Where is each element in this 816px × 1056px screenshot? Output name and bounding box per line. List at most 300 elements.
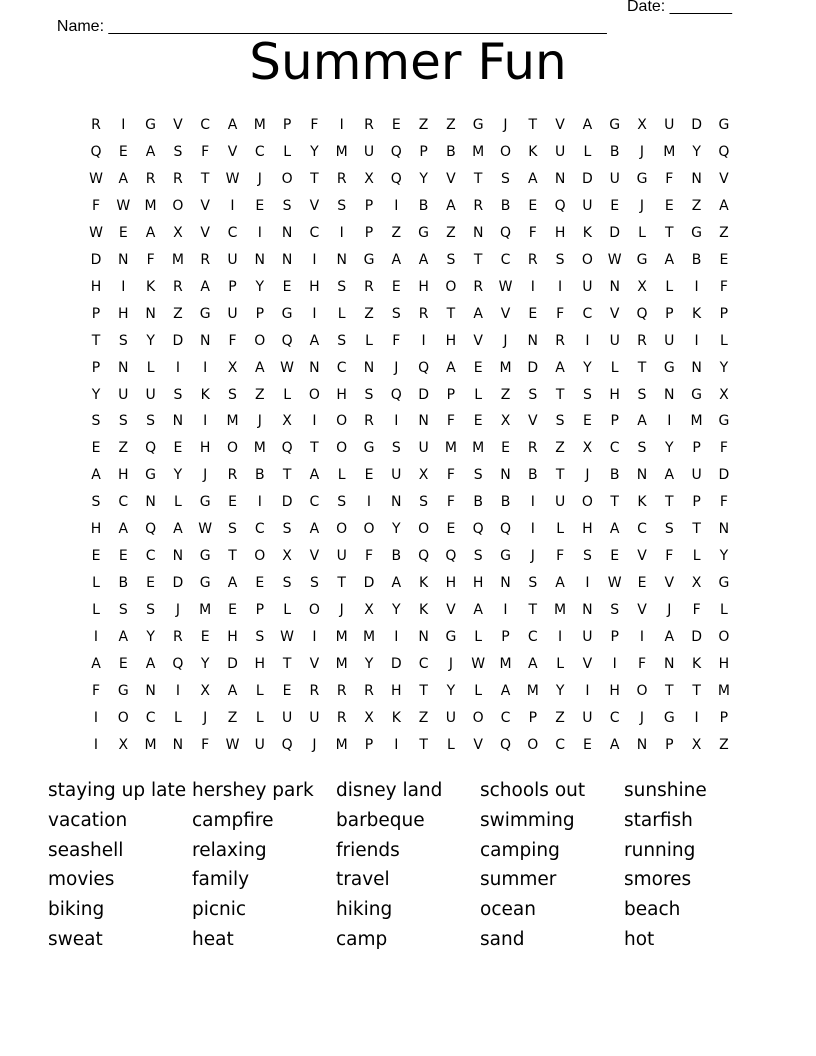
- grid-letter: A: [446, 359, 456, 376]
- grid-letter: L: [173, 494, 182, 511]
- grid-letter: A: [173, 521, 183, 538]
- grid-letter: U: [309, 709, 320, 726]
- grid-letter: O: [308, 602, 320, 619]
- grid-letter: Q: [145, 521, 157, 538]
- grid-letter: N: [718, 521, 730, 538]
- grid-letter: I: [121, 117, 126, 133]
- grid-letter: Z: [418, 709, 429, 726]
- grid-letter: G: [199, 548, 211, 565]
- grid-letter: A: [200, 278, 210, 295]
- grid-letter: V: [446, 602, 456, 619]
- grid-letter: O: [336, 440, 348, 457]
- grid-letter: M: [472, 143, 485, 160]
- grid-letter: Z: [719, 224, 729, 241]
- grid-row: [84, 437, 739, 459]
- grid-letter: N: [145, 305, 156, 322]
- grid-letter: A: [664, 629, 675, 646]
- grid-letter: T: [91, 332, 101, 349]
- grid-letter: P: [692, 440, 701, 457]
- grid-letter: L: [610, 359, 619, 376]
- grid-letter: E: [473, 413, 483, 430]
- grid-letter: O: [254, 548, 266, 565]
- word-list-item: running: [624, 839, 696, 861]
- grid-letter: N: [199, 332, 211, 349]
- grid-letter: T: [419, 682, 428, 699]
- grid-letter: E: [528, 197, 538, 214]
- grid-letter: C: [336, 359, 347, 376]
- grid-letter: M: [472, 440, 485, 457]
- grid-letter: S: [391, 440, 401, 457]
- grid-letter: J: [503, 117, 508, 133]
- grid-letter: R: [309, 682, 320, 699]
- grid-letter: M: [717, 682, 730, 699]
- grid-letter: I: [394, 629, 399, 646]
- grid-letter: D: [582, 170, 593, 187]
- grid-letter: T: [665, 224, 674, 241]
- grid-letter: A: [309, 521, 320, 538]
- grid-letter: L: [365, 332, 373, 349]
- grid-letter: H: [118, 305, 129, 322]
- grid-letter: W: [607, 251, 622, 268]
- grid-letter: C: [309, 494, 320, 511]
- grid-letter: T: [282, 467, 292, 484]
- grid-letter: H: [254, 656, 266, 672]
- grid-letter: A: [555, 359, 565, 376]
- grid-letter: P: [610, 629, 619, 646]
- grid-letter: R: [637, 332, 647, 349]
- grid-letter: B: [691, 251, 702, 268]
- grid-letter: T: [528, 117, 538, 133]
- grid-letter: T: [555, 386, 565, 403]
- grid-letter: F: [228, 332, 237, 349]
- grid-letter: O: [117, 709, 129, 726]
- grid-letter: M: [144, 736, 157, 753]
- grid-letter: O: [418, 521, 430, 538]
- word-list-item: hiking: [336, 899, 393, 921]
- grid-letter: M: [253, 117, 266, 133]
- grid-letter: G: [663, 359, 675, 376]
- grid-letter: L: [474, 682, 483, 699]
- grid-letter: O: [336, 413, 348, 430]
- grid-letter: M: [171, 251, 184, 268]
- grid-letter: N: [118, 359, 129, 376]
- grid-letter: I: [530, 278, 535, 295]
- grid-letter: D: [90, 251, 102, 268]
- grid-letter: H: [90, 278, 102, 295]
- grid-letter: V: [309, 197, 320, 214]
- word-list-item: smores: [624, 869, 692, 891]
- grid-letter: U: [582, 278, 593, 295]
- grid-letter: G: [691, 224, 703, 241]
- grid-letter: D: [609, 224, 621, 241]
- grid-letter: N: [418, 629, 429, 646]
- grid-letter: S: [582, 386, 592, 403]
- grid-letter: I: [639, 629, 645, 646]
- grid-letter: S: [528, 575, 538, 592]
- grid-letter: B: [500, 197, 511, 214]
- grid-letter: E: [528, 305, 538, 322]
- grid-letter: B: [609, 467, 620, 484]
- grid-letter: G: [500, 548, 511, 565]
- grid-letter: L: [255, 709, 264, 726]
- grid-letter: C: [609, 709, 620, 726]
- grid-letter: G: [718, 413, 730, 430]
- grid-letter: F: [446, 494, 455, 511]
- grid-letter: N: [636, 467, 648, 484]
- grid-letter: E: [364, 467, 374, 484]
- grid-letter: N: [554, 170, 566, 187]
- word-list-item: campfire: [192, 809, 274, 831]
- grid-letter: L: [283, 143, 291, 160]
- grid-letter: P: [719, 709, 729, 726]
- grid-letter: B: [391, 548, 402, 565]
- grid-letter: S: [146, 413, 156, 430]
- grid-letter: L: [692, 548, 701, 565]
- grid-letter: V: [637, 548, 647, 565]
- word-list-item: sweat: [48, 929, 103, 950]
- grid-letter: O: [254, 332, 266, 349]
- grid-letter: U: [445, 709, 457, 726]
- grid-letter: Z: [173, 305, 183, 322]
- grid-letter: Z: [391, 224, 402, 241]
- grid-letter: Y: [146, 332, 155, 349]
- grid-letter: A: [309, 332, 320, 349]
- word-list-item: schools out: [480, 780, 586, 801]
- grid-letter: Y: [555, 682, 565, 699]
- grid-letter: I: [312, 413, 317, 430]
- grid-letter: F: [146, 251, 155, 268]
- grid-letter: E: [228, 494, 237, 511]
- grid-letter: I: [394, 197, 399, 214]
- grid-row: [84, 545, 739, 567]
- grid-letter: A: [391, 251, 402, 268]
- grid-letter: H: [418, 278, 429, 295]
- grid-letter: E: [282, 278, 292, 295]
- grid-letter: U: [691, 467, 702, 484]
- grid-letter: R: [91, 117, 101, 133]
- grid-letter: C: [309, 224, 320, 241]
- grid-letter: V: [609, 305, 620, 322]
- grid-letter: P: [228, 278, 237, 295]
- grid-letter: X: [364, 170, 374, 187]
- grid-letter: V: [200, 197, 210, 214]
- name-field[interactable]: Name: ________________________________________________________: [56, 18, 607, 35]
- grid-letter: S: [118, 413, 128, 430]
- grid-letter: R: [227, 467, 238, 484]
- grid-letter: M: [499, 359, 512, 376]
- grid-letter: I: [203, 359, 208, 376]
- grid-letter: D: [691, 629, 702, 646]
- grid-letter: A: [582, 117, 593, 133]
- grid-letter: A: [664, 467, 675, 484]
- grid-letter: X: [637, 278, 647, 295]
- grid-letter: X: [364, 602, 374, 619]
- grid-letter: N: [118, 251, 129, 268]
- grid-letter: G: [117, 682, 129, 699]
- grid-letter: L: [719, 602, 728, 619]
- grid-letter: M: [335, 629, 348, 646]
- grid-letter: T: [419, 736, 428, 753]
- grid-letter: J: [585, 467, 590, 484]
- word-list-item: hershey park: [192, 780, 314, 801]
- grid-letter: E: [118, 656, 128, 672]
- grid-row: [84, 222, 739, 244]
- grid-letter: E: [637, 575, 647, 592]
- grid-row: [84, 626, 739, 648]
- grid-letter: X: [118, 736, 129, 753]
- grid-letter: G: [199, 494, 211, 511]
- grid-letter: Y: [719, 548, 729, 565]
- grid-letter: X: [719, 386, 729, 403]
- grid-letter: S: [419, 494, 429, 511]
- grid-letter: S: [91, 494, 101, 511]
- grid-letter: V: [200, 224, 210, 241]
- grid-letter: I: [312, 251, 317, 268]
- grid-letter: Y: [419, 170, 428, 187]
- grid-letter: V: [500, 305, 511, 322]
- grid-letter: Q: [90, 143, 102, 160]
- grid-letter: S: [555, 251, 565, 268]
- grid-letter: X: [227, 359, 238, 376]
- grid-letter: N: [500, 467, 511, 484]
- grid-letter: N: [418, 413, 429, 430]
- grid-letter: E: [282, 682, 292, 699]
- grid-letter: C: [418, 656, 429, 672]
- grid-letter: Y: [173, 467, 183, 484]
- grid-letter: Q: [499, 521, 512, 538]
- grid-letter: A: [145, 656, 156, 672]
- grid-letter: E: [664, 197, 674, 214]
- word-list-item: starfish: [624, 809, 693, 831]
- grid-letter: L: [255, 682, 264, 699]
- grid-letter: J: [448, 656, 453, 672]
- grid-letter: S: [664, 521, 674, 538]
- date-field[interactable]: Date: _______: [627, 0, 732, 15]
- grid-letter: S: [391, 305, 401, 322]
- grid-letter: K: [692, 656, 702, 672]
- grid-letter: S: [282, 575, 292, 592]
- grid-letter: H: [90, 521, 102, 538]
- grid-letter: C: [527, 629, 538, 646]
- grid-letter: T: [692, 682, 701, 699]
- grid-letter: G: [145, 117, 157, 133]
- grid-letter: G: [363, 440, 375, 457]
- grid-letter: E: [118, 548, 128, 565]
- grid-letter: S: [146, 602, 156, 619]
- grid-letter: J: [257, 413, 262, 430]
- grid-letter: P: [364, 197, 374, 214]
- grid-letter: D: [718, 467, 730, 484]
- grid-letter: N: [309, 359, 320, 376]
- grid-letter: H: [309, 278, 320, 295]
- grid-letter: S: [337, 278, 347, 295]
- grid-letter: V: [555, 117, 565, 133]
- grid-letter: N: [172, 413, 184, 430]
- grid-letter: G: [418, 224, 430, 241]
- grid-letter: L: [665, 278, 674, 295]
- grid-letter: J: [257, 170, 262, 187]
- grid-letter: T: [228, 548, 237, 565]
- grid-letter: P: [91, 305, 101, 322]
- grid-letter: X: [500, 413, 511, 430]
- grid-letter: Q: [281, 736, 293, 753]
- grid-letter: L: [638, 224, 646, 241]
- grid-letter: R: [173, 278, 183, 295]
- grid-letter: I: [394, 413, 399, 430]
- grid-row: [84, 491, 739, 513]
- grid-letter: P: [282, 117, 292, 133]
- grid-letter: H: [227, 629, 238, 646]
- grid-letter: F: [719, 278, 728, 295]
- grid-letter: N: [281, 224, 293, 241]
- grid-letter: F: [556, 305, 565, 322]
- grid-letter: D: [227, 656, 238, 672]
- grid-letter: Y: [392, 521, 401, 538]
- grid-letter: S: [337, 494, 347, 511]
- word-list-item: sunshine: [624, 780, 707, 801]
- grid-letter: H: [582, 521, 593, 538]
- grid-letter: V: [227, 143, 238, 160]
- grid-letter: J: [339, 602, 344, 619]
- grid-letter: S: [473, 548, 483, 565]
- grid-letter: T: [555, 467, 565, 484]
- grid-letter: I: [585, 575, 590, 592]
- grid-letter: Y: [200, 656, 210, 672]
- grid-letter: S: [118, 332, 128, 349]
- word-list-item: barbeque: [336, 809, 425, 831]
- grid-letter: F: [201, 736, 210, 753]
- grid-letter: G: [691, 386, 703, 403]
- grid-row: [84, 195, 739, 217]
- grid-letter: C: [145, 548, 156, 565]
- grid-letter: W: [225, 170, 240, 187]
- grid-letter: W: [89, 224, 103, 241]
- grid-letter: O: [499, 143, 512, 160]
- grid-letter: L: [583, 143, 592, 160]
- grid-letter: Y: [665, 440, 674, 457]
- grid-letter: W: [225, 736, 240, 753]
- grid-letter: N: [500, 575, 511, 592]
- grid-letter: Z: [500, 386, 511, 403]
- grid-letter: S: [173, 143, 183, 160]
- grid-letter: R: [527, 440, 538, 457]
- word-list-item: friends: [336, 839, 400, 861]
- grid-letter: O: [308, 386, 320, 403]
- page-title: Summer Fun: [249, 33, 567, 91]
- grid-letter: K: [637, 494, 647, 511]
- grid-letter: I: [667, 413, 672, 430]
- grid-letter: V: [173, 117, 183, 133]
- grid-letter: Y: [91, 386, 101, 403]
- word-list-item: family: [192, 869, 250, 891]
- grid-letter: T: [282, 656, 292, 672]
- grid-letter: Z: [555, 709, 565, 726]
- grid-letter: T: [200, 170, 210, 187]
- grid-letter: J: [203, 467, 208, 484]
- grid-row: [84, 357, 739, 379]
- grid-letter: A: [118, 629, 129, 646]
- grid-letter: M: [526, 682, 539, 699]
- grid-letter: D: [281, 494, 293, 511]
- grid-letter: U: [664, 332, 675, 349]
- grid-letter: G: [445, 629, 457, 646]
- grid-letter: Q: [145, 440, 157, 457]
- word-list-item: picnic: [192, 899, 247, 921]
- grid-letter: U: [391, 467, 402, 484]
- grid-letter: X: [200, 682, 210, 699]
- word-list-item: travel: [336, 869, 390, 891]
- grid-letter: I: [585, 332, 590, 349]
- grid-letter: Y: [310, 143, 319, 160]
- grid-letter: T: [610, 494, 619, 511]
- word-list-item: sand: [480, 929, 525, 950]
- grid-letter: A: [118, 170, 129, 187]
- grid-letter: I: [394, 736, 399, 753]
- grid-letter: D: [691, 117, 702, 133]
- grid-letter: N: [172, 548, 184, 565]
- grid-letter: L: [556, 656, 564, 672]
- grid-letter: Y: [392, 602, 401, 619]
- grid-letter: J: [503, 332, 508, 349]
- grid-letter: U: [418, 440, 429, 457]
- grid-letter: H: [472, 575, 484, 592]
- grid-letter: Q: [390, 170, 402, 187]
- grid-letter: P: [692, 494, 701, 511]
- grid-letter: S: [364, 386, 374, 403]
- grid-letter: I: [257, 494, 262, 511]
- grid-letter: S: [528, 386, 538, 403]
- grid-row: [84, 303, 739, 325]
- grid-letter: R: [336, 709, 347, 726]
- grid-letter: T: [473, 251, 483, 268]
- grid-letter: P: [364, 224, 374, 241]
- grid-row: [84, 141, 739, 163]
- grid-letter: L: [337, 305, 346, 322]
- grid-letter: K: [692, 305, 702, 322]
- grid-letter: S: [91, 413, 101, 430]
- grid-letter: H: [336, 386, 347, 403]
- grid-letter: E: [200, 629, 210, 646]
- grid-letter: P: [446, 386, 456, 403]
- grid-letter: K: [200, 386, 210, 403]
- grid-letter: F: [665, 170, 674, 187]
- grid-letter: J: [639, 709, 645, 726]
- grid-letter: P: [665, 305, 674, 322]
- grid-letter: J: [394, 359, 399, 376]
- grid-letter: Q: [172, 656, 184, 672]
- grid-letter: B: [609, 143, 620, 160]
- grid-letter: L: [474, 386, 483, 403]
- grid-letter: F: [637, 656, 647, 672]
- grid-letter: H: [554, 224, 566, 241]
- grid-letter: I: [257, 224, 262, 241]
- grid-letter: C: [500, 251, 511, 268]
- grid-letter: L: [173, 709, 182, 726]
- grid-letter: E: [391, 278, 401, 295]
- grid-letter: B: [446, 143, 456, 160]
- grid-letter: Q: [390, 143, 402, 160]
- grid-letter: W: [607, 575, 622, 592]
- grid-letter: F: [446, 413, 455, 430]
- grid-letter: A: [227, 575, 238, 592]
- grid-letter: T: [528, 602, 538, 619]
- grid-letter: J: [530, 548, 535, 565]
- grid-letter: U: [145, 386, 156, 403]
- grid-letter: M: [335, 143, 348, 160]
- grid-row: [84, 707, 739, 729]
- grid-letter: X: [173, 224, 183, 241]
- grid-letter: H: [609, 386, 620, 403]
